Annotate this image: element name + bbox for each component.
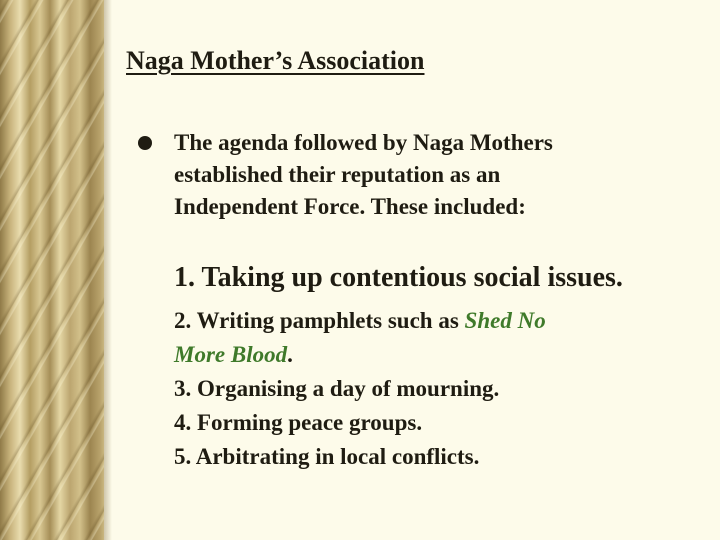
decorative-side-band: [0, 0, 104, 540]
numbered-list: [174, 256, 704, 474]
bullet-line-3: Independent Force. These included:: [174, 194, 526, 219]
bullet-line-2: established their reputation as an: [174, 162, 501, 187]
list-item-2: [174, 304, 704, 338]
list-item-2-prefix: 2. Writing pamphlets such as: [174, 308, 465, 333]
list-item-2-suffix: .: [287, 342, 293, 367]
bullet-text: [174, 127, 674, 223]
list-item-4: 4. Forming peace groups.: [174, 410, 423, 435]
bullet-dot-icon: [138, 136, 152, 150]
pamphlet-title-part-2: More Blood: [174, 342, 288, 367]
bullet-line-1: The agenda followed by Naga Mothers: [174, 130, 553, 155]
side-band-shadow: [104, 0, 112, 540]
list-item-3: 3. Organising a day of mourning.: [174, 376, 500, 401]
slide-title: Naga Mother’s Association: [126, 46, 425, 75]
list-item-5: 5. Arbitrating in local conflicts.: [174, 444, 480, 469]
list-item-2-continued: [174, 338, 704, 372]
list-item-1: 1. Taking up contentious social issues.: [174, 262, 623, 293]
pamphlet-title-part-1: Shed No: [464, 308, 546, 333]
